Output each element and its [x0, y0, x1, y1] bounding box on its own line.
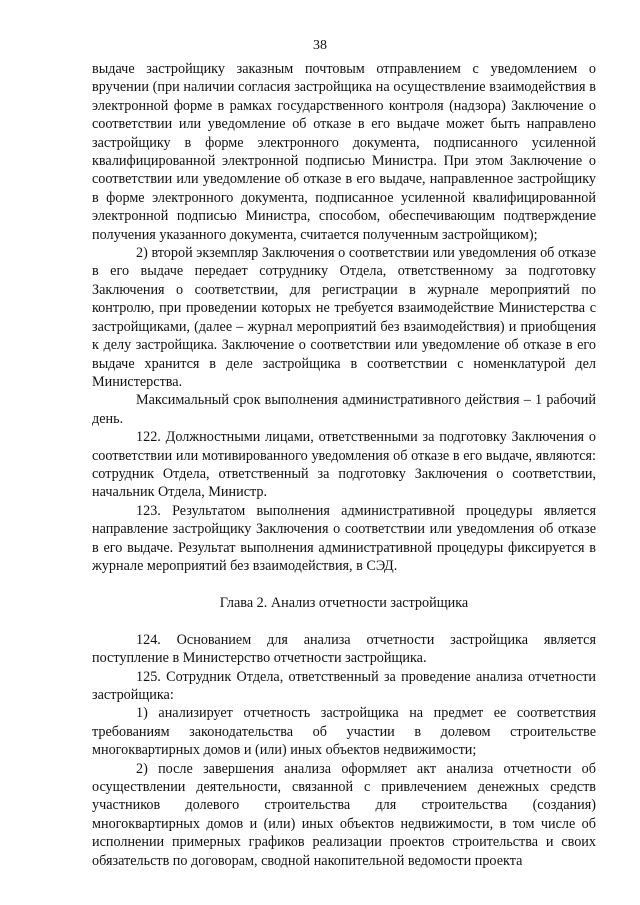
paragraph-item-2-act: 2) после завершения анализа оформляет акт анализа отчетности об осуществлении деятельности, связанной с привлечением денежных средств участников долевого строительства для строительства (создания) многоквартирных домов и (или) иных объектов недвижимости, в том числе об исполнении примерных графиков реализации проектов строительства и своих обязательств по договорам, сводной накопительной ведомости проекта: [92, 760, 596, 869]
paragraph-delivery-continuation: выдаче застройщику заказным почтовым отправлением с уведомлением о вручении (при наличии согласия застройщика на осуществление взаимодействия в электронной форме в рамках государственного контроля (надзора) Заключение о соответствии или уведомление об отказе в его выдаче может быть направлено застройщику в форме электронного документа, подписанного усиленной квалифицированной электронной подписью Министра. При этом Заключение о соответствии или уведомление об отказе в его выдаче, направленное застройщику в форме электронного документа, подписанное усиленной квалифицированной электронной подписью Министра, способом, обеспечивающим подтверждение получения указанного документа, считается полученным застройщиком);: [92, 61, 596, 243]
paragraph-item-2-second-copy: 2) второй экземпляр Заключения о соответствии или уведомления об отказе в его выдаче передает сотруднику Отдела, ответственному за подготовку Заключения о соответствии, для регистрации в журнале мероприятий по контролю, при проведении которых не требуется взаимодействие Министерства с застройщиками, (далее – журнал мероприятий без взаимодействия) и приобщения к делу застройщика. Заключение о соответствии или уведомление об отказе в его выдаче хранится в деле застройщика в соответствии с номенклатурой дел Министерства.: [92, 245, 596, 390]
paragraph-123-result: 123. Результатом выполнения административной процедуры является направление застройщику Заключения о соответствии или уведомления об отказе в его выдаче. Результат выполнения административной процедуры фиксируется в журнале мероприятий без взаимодействия, в СЭД.: [92, 502, 596, 574]
paragraph-124-basis: 124. Основанием для анализа отчетности застройщика является поступление в Министерство отчетности застройщика.: [92, 631, 596, 667]
page-body: [92, 60, 596, 870]
page-number: 38: [313, 38, 327, 53]
chapter-heading: Глава 2. Анализ отчетности застройщика: [219, 595, 469, 612]
paragraph-125-officer: 125. Сотрудник Отдела, ответственный за проведение анализа отчетности застройщика:: [92, 668, 596, 703]
paragraph-max-duration: Максимальный срок выполнения административного действия – 1 рабочий день.: [92, 392, 596, 427]
paragraph-item-1-analyzes: 1) анализирует отчетность застройщика на предмет ее соответствия требованиям законодательства об участии в долевом строительстве многоквартирных домов и (или) иных объектов недвижимости;: [92, 705, 596, 759]
paragraph-122-responsible-officials: 122. Должностными лицами, ответственными за подготовку Заключения о соответствии или мотивированного уведомления об отказе в его выдаче, являются: сотрудник Отдела, ответственный за подготовку Заключения о соответствии, начальник Отдела, Министр.: [92, 429, 596, 501]
